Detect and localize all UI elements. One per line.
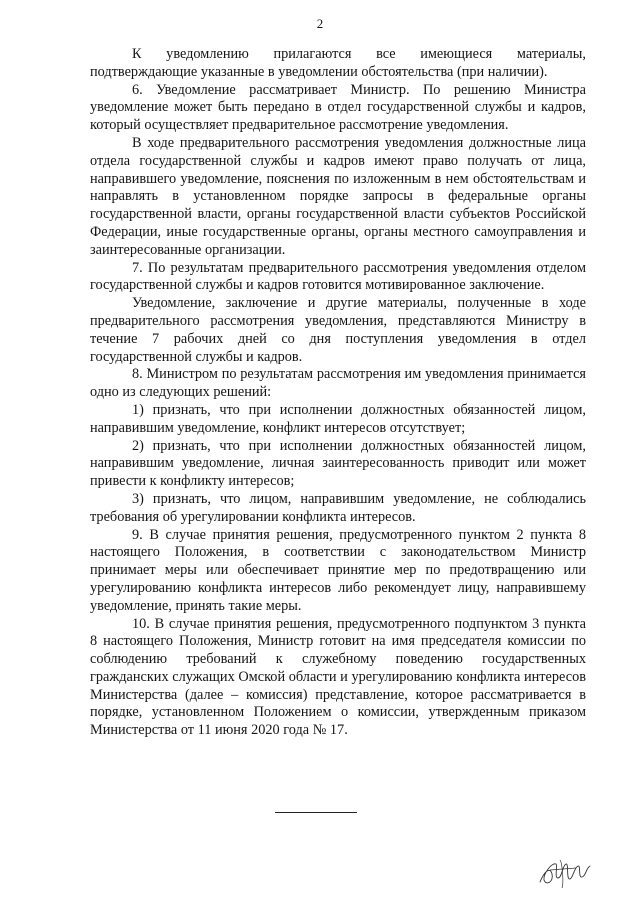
paragraph-8-item-1: 1) признать, что при исполнении должностных обязанностей лицом, направившим уведомление, конфликт интересов отсутствует; (90, 401, 586, 436)
paragraph-7-submission: Уведомление, заключение и другие материалы, полученные в ходе предварительного рассмотрения уведомления, представляются Министру в течение 7 рабочих дней со дня поступления уведомления в отдел государственной службы и кадров. (90, 295, 586, 365)
paragraph-9: 9. В случае принятия решения, предусмотренного пунктом 2 пункта 8 настоящего Положения, в соответствии с законодательством Министр принимает меры или обеспечивает принятие мер по предотвращению или урегулированию конфликта интересов либо рекомендует лицу, направившему уведомление, принять такие меры. (90, 526, 586, 614)
document-body (90, 46, 586, 740)
paragraph-6: 6. Уведомление рассматривает Министр. По решению Министра уведомление может быть передано в отдел государственной службы и кадров, который осуществляет предварительное рассмотрение уведомления. (90, 81, 586, 134)
handwritten-signature (536, 852, 596, 892)
paragraph-7: 7. По результатам предварительного рассмотрения уведомления отделом государственной службы и кадров готовится мотивированное заключение. (90, 259, 586, 294)
paragraph-8: 8. Министром по результатам рассмотрения им уведомления принимается одно из следующих решений: (90, 366, 586, 401)
end-divider (275, 812, 357, 813)
paragraph-attachments: К уведомлению прилагаются все имеющиеся материалы, подтверждающие указанные в уведомлении обстоятельства (при наличии). (90, 46, 586, 80)
paragraph-8-item-2: 2) признать, что при исполнении должностных обязанностей лицом, направившим уведомление, личная заинтересованность приводит или может привести к конфликту интересов; (90, 437, 586, 490)
page-number: 2 (316, 16, 324, 31)
paragraph-8-item-3: 3) признать, что лицом, направившим уведомление, не соблюдались требования об урегулировании конфликта интересов. (90, 490, 586, 525)
paragraph-10: 10. В случае принятия решения, предусмотренного подпунктом 3 пункта 8 настоящего Положения, Министр готовит на имя председателя комиссии по соблюдению требований к служебному поведению государственных гражданских служащих Омской области и урегулированию конфликта интересов Министерства (далее – комиссия) представление, которое рассматривается в порядке, установленном Положением о комиссии, утвержденным приказом Министерства от 11 июня 2020 года № 17. (90, 615, 586, 739)
paragraph-6-preliminary-review: В ходе предварительного рассмотрения уведомления должностные лица отдела государственной службы и кадров имеют право получать от лица, направившего уведомление, пояснения по изложенным в нем обстоятельствам и направлять в установленном порядке запросы в федеральные органы государственной власти, органы государственной власти субъектов Российской Федерации, иные государственные органы, органы местного самоуправления и заинтересованные организации. (90, 134, 586, 258)
